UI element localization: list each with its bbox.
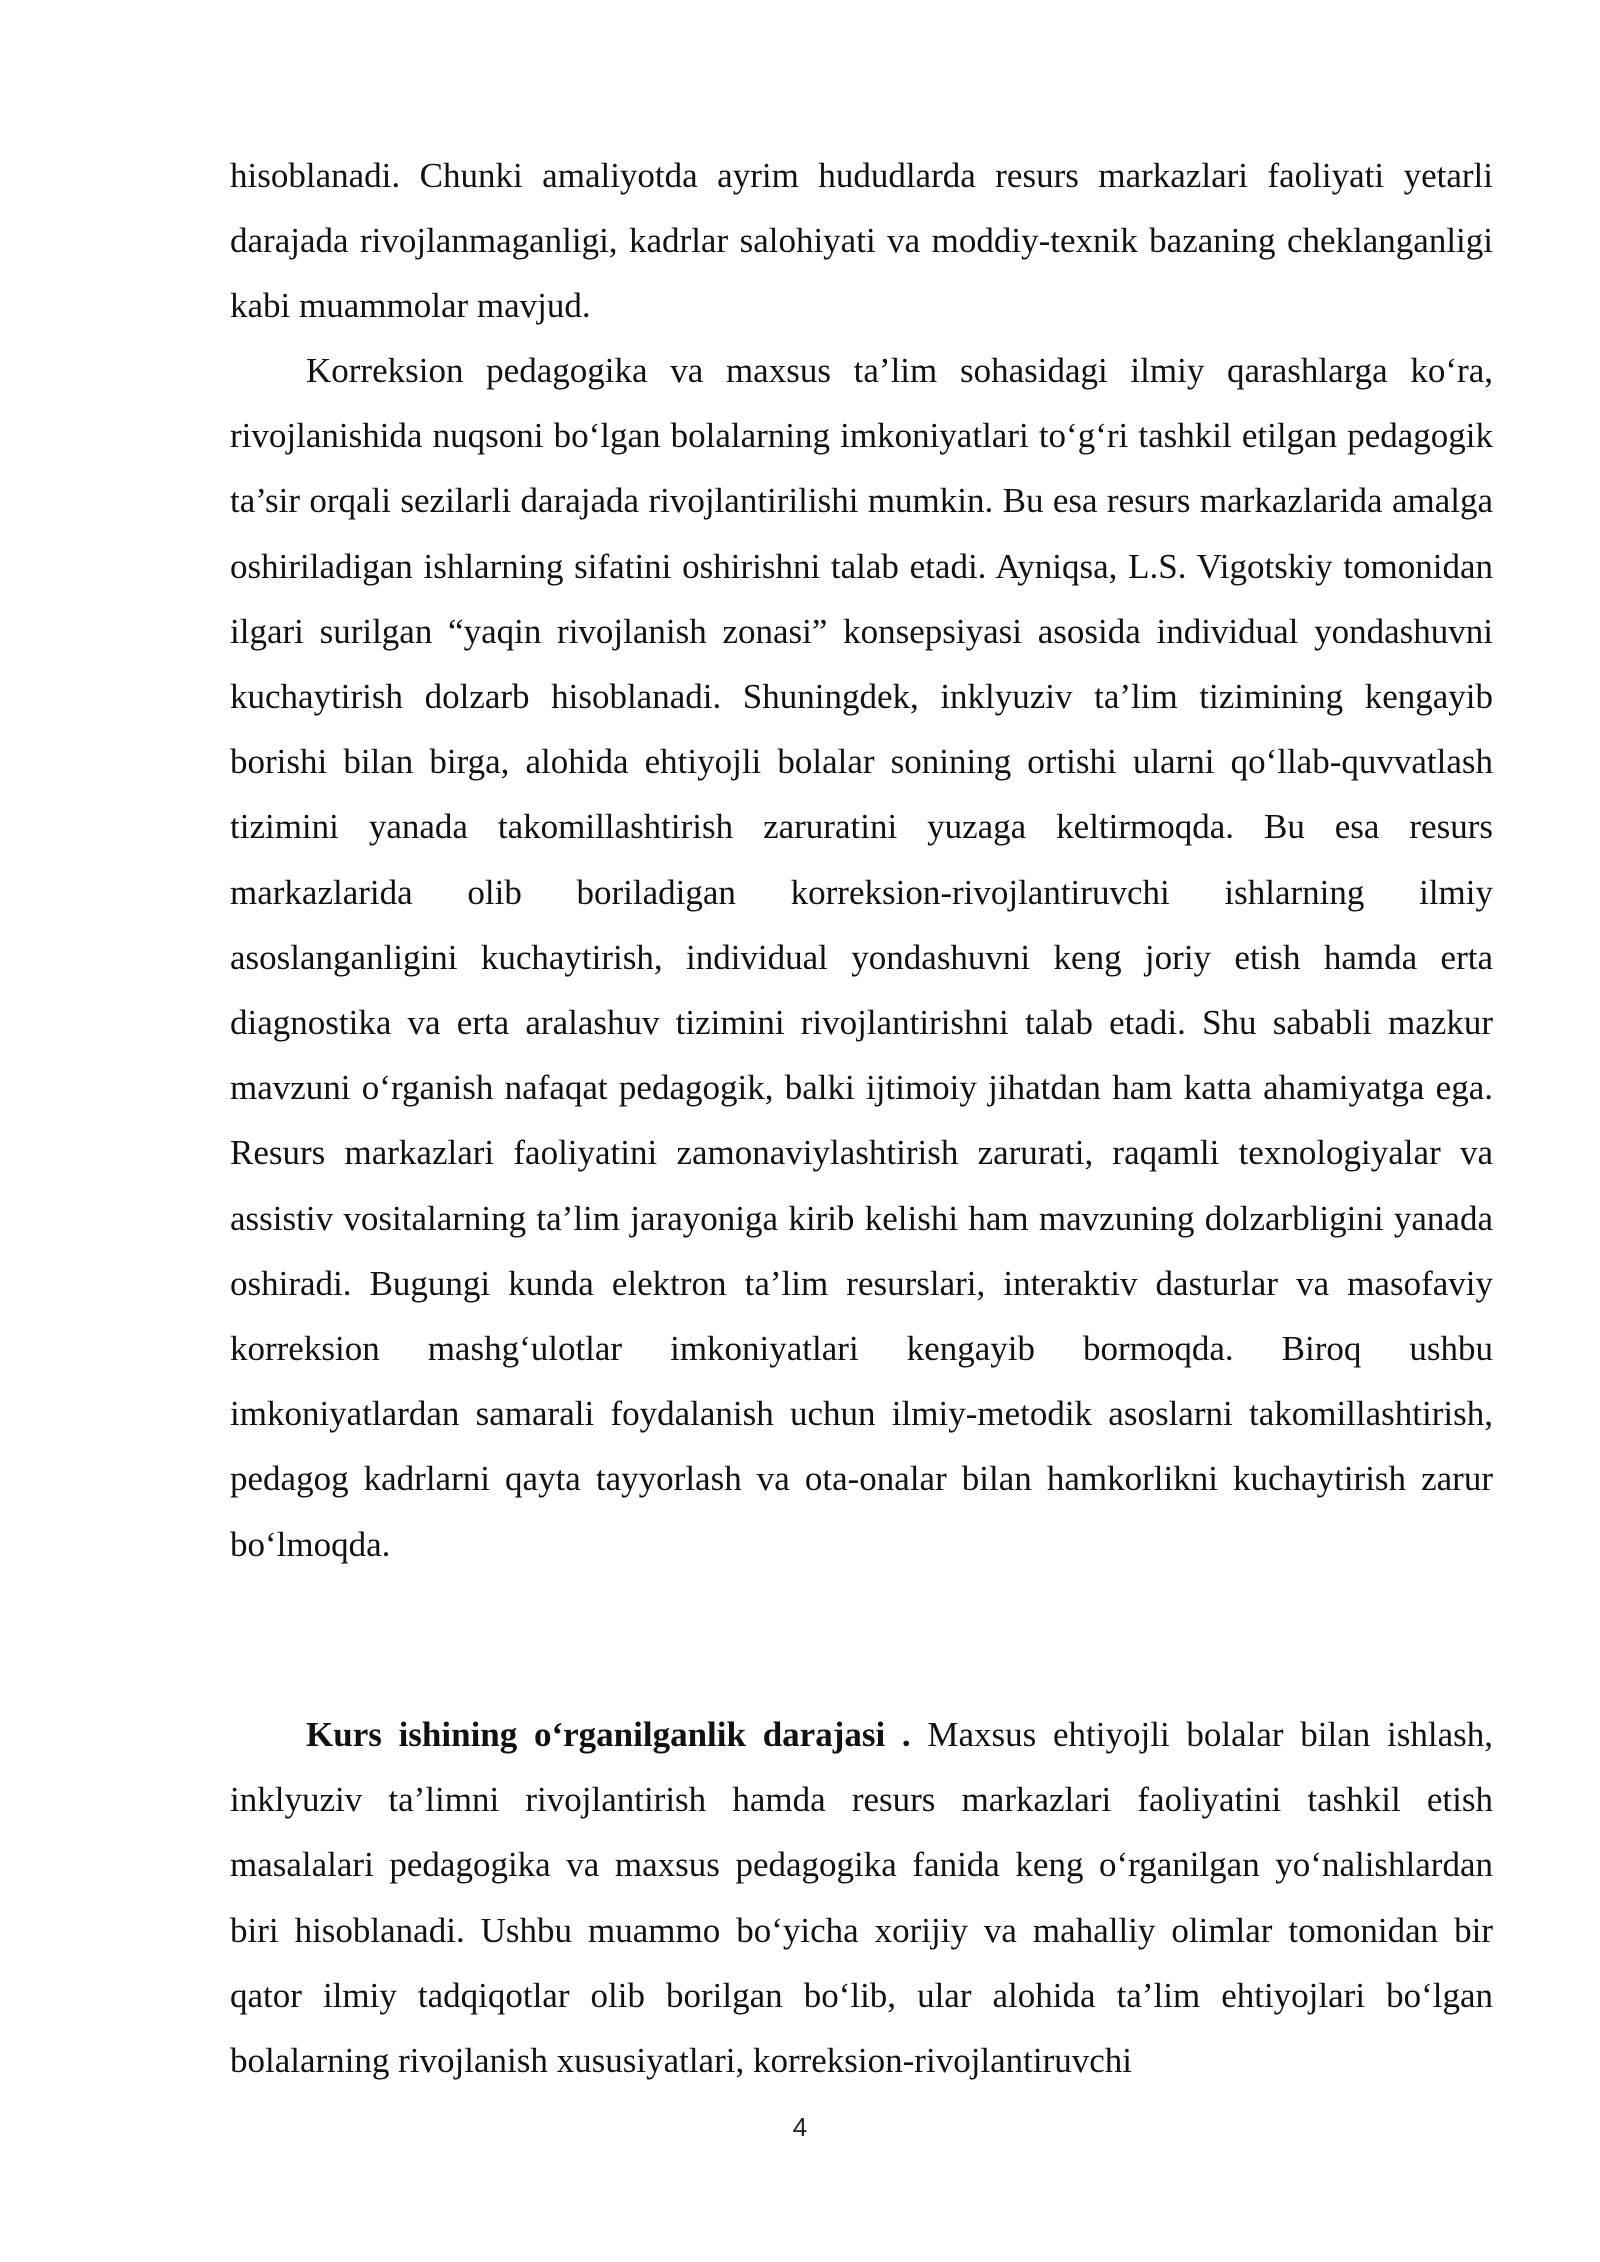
paragraph-3-container — [230, 1702, 1493, 2093]
paragraph-relevance — [230, 338, 1493, 1577]
paragraph-study-level — [230, 1702, 1493, 2093]
paragraph-3-text: Maxsus ehtiyojli bolalar bilan ishlash, inklyuziv ta’limni rivojlantirish hamda resurs markazlari faoliyatini tashkil etish masalalari pedagogika va maxsus pedagogika fanida keng o‘rganilgan yo‘nalishlardan biri hisoblanadi. Ushbu muammo bo‘yicha xorijiy va mahalliy olimlar tomonidan bir qator ilmiy tadqiqotlar olib borilgan bo‘lib, ular alohida ta’lim ehtiyojlari bo‘lgan bolalarning rivojlanish xususiyatlari, korreksion-rivojlantiruvchi — [230, 1715, 1493, 2081]
paragraph-1-text: hisoblanadi. Chunki amaliyotda ayrim hududlarda resurs markazlari faoliyati yetarli darajada rivojlanmaganligi, kadrlar salohiyati va moddiy-texnik bazaning cheklanganligi kabi muammolar mavjud. — [230, 156, 1493, 326]
page-number: 4 — [792, 2112, 808, 2142]
section-heading: Kurs ishining o‘rganilganlik darajasi . — [306, 1715, 911, 1754]
paragraph-continued — [230, 143, 1493, 339]
paragraph-2-text: Korreksion pedagogika va maxsus ta’lim sohasidagi ilmiy qarashlarga ko‘ra, rivojlanishida nuqsoni bo‘lgan bolalarning imkoniyatlari to‘g‘ri tashkil etilgan pedagogik ta’sir orqali sezilarli darajada rivojlantirilishi mumkin. Bu esa resurs markazlarida amalga oshiriladigan ishlarning sifatini oshirishni talab etadi. Ayniqsa, L.S. Vigotskiy tomonidan ilgari surilgan “yaqin rivojlanish zonasi” konsepsiyasi asosida individual yondashuvni kuchaytirish dolzarb hisoblanadi. Shuningdek, inklyuziv ta’lim tizimining kengayib borishi bilan birga, alohida ehtiyojli bolalar sonining ortishi ularni qo‘llab-quvvatlash tizimini yanada takomillashtirish zaruratini yuzaga keltirmoqda. Bu esa resurs markazlarida olib boriladigan korreksion-rivojlantiruvchi ishlarning ilmiy asoslanganligini kuchaytirish, individual yondashuvni keng joriy etish hamda erta diagnostika va erta aralashuv tizimini rivojlantirishni talab etadi. Shu sababli mazkur mavzuni o‘rganish nafaqat pedagogik, balki ijtimoiy jihatdan ham katta ahamiyatga ega. Resurs markazlari faoliyatini zamonaviylashtirish zarurati, raqamli texnologiyalar va assistiv vositalarning ta’lim jarayoniga kirib kelishi ham mavzuning dolzarbligini yanada oshiradi. Bugungi kunda elektron ta’lim resurslari, interaktiv dasturlar va masofaviy korreksion mashg‘ulotlar imkoniyatlari kengayib bormoqda. Biroq ushbu imkoniyatlardan samarali foydalanish uchun ilmiy-metodik asoslarni takomillashtirish, pedagog kadrlarni qayta tayyorlash va ota-onalar bilan hamkorlikni kuchaytirish zarur bo‘lmoqda. — [230, 351, 1493, 1564]
